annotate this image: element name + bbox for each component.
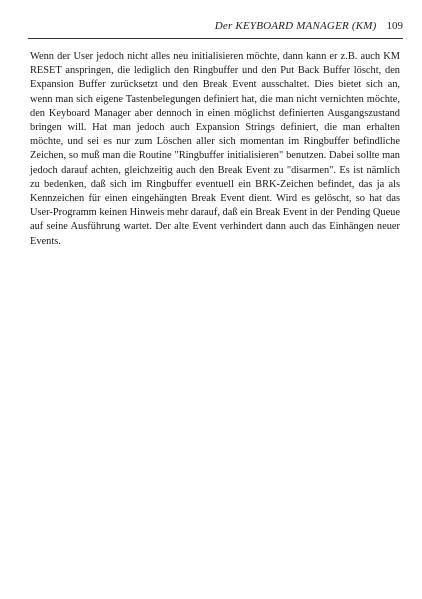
chapter-title: Der KEYBOARD MANAGER (KM) (214, 20, 377, 32)
header-rule (28, 38, 403, 39)
page-number: 109 (386, 20, 403, 32)
body-paragraph: Wenn der User jedoch nicht alles neu initialisieren möchte, dann kann er z.B. auch KM RESET anspringen, die lediglich den Ringbuffer und den Put Back Buffer löscht, den Expansion Buffer zurücksetzt und den Break Event ausschaltet. Dies bietet sich an, wenn man sich eigene Tastenbelegungen definiert hat, die man nicht vernichten möchte, den Keyboard Manager aber dennoch in einen möglichst definierten Ausgangszustand bringen will. Hat man jedoch auch Expansion Strings definiert, die man erhalten möchte, und sei es nur zum Löschen aller sich momentan im Ringbuffer befindliche Zeichen, so muß man die Routine "Ringbuffer initialisieren" benutzen. Dabei sollte man jedoch darauf achten, gleichzeitig auch den Break Event zu "disarmen". Es ist nämlich zu bedenken, daß sich im Ringbuffer eventuell ein BRK-Zeichen befindet, das ja als Kennzeichen für einen eingehängten Break Event dient. Wird es gelöscht, so hat das User-Programm keinen Hinweis mehr darauf, daß ein Break Event in der Pending Queue auf seine Ausführung wartet. Der alte Event verhindert dann auch das Einhängen neuer Events. (30, 51, 400, 247)
running-head (28, 20, 403, 36)
